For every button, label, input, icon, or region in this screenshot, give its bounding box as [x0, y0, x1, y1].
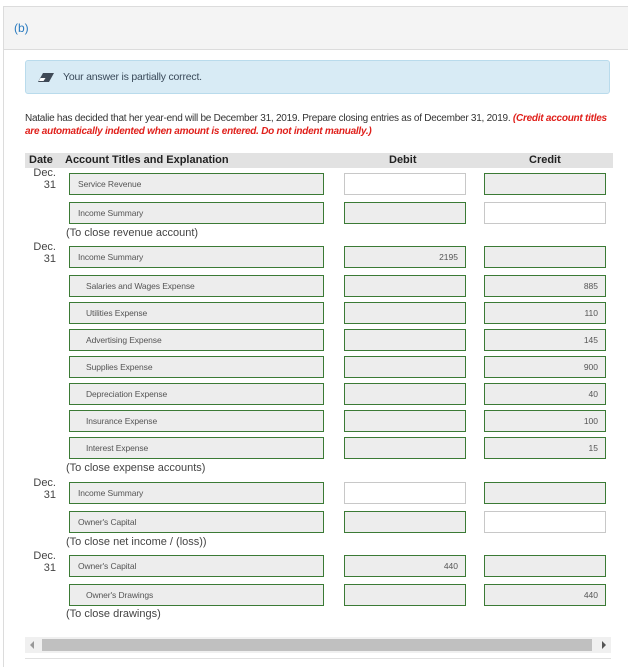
account-title-input[interactable]: Income Summary	[69, 246, 324, 268]
credit-input[interactable]	[484, 202, 606, 224]
scroll-right-arrow-icon[interactable]	[602, 641, 606, 649]
entry-date	[24, 550, 56, 574]
credit-input[interactable]: 15	[484, 437, 606, 459]
account-title-input[interactable]: Owner's Capital	[69, 511, 324, 533]
account-title-input[interactable]: Income Summary	[69, 482, 324, 504]
credit-input[interactable]	[484, 482, 606, 504]
account-title-input[interactable]: Insurance Expense	[69, 410, 324, 432]
date-day: 31	[43, 179, 56, 191]
entry-explanation: (To close revenue account)	[66, 227, 199, 239]
account-title-input[interactable]: Owner's Capital	[69, 555, 324, 577]
debit-input[interactable]: 440	[344, 555, 466, 577]
debit-input[interactable]	[344, 302, 466, 324]
date-day: 31	[43, 489, 56, 501]
instructions	[25, 112, 610, 138]
credit-input[interactable]	[484, 511, 606, 533]
account-title-input[interactable]: Supplies Expense	[69, 356, 324, 378]
account-title-input[interactable]: Advertising Expense	[69, 329, 324, 351]
account-title-input[interactable]: Owner's Drawings	[69, 584, 324, 606]
divider	[25, 658, 611, 659]
instructions-text: Natalie has decided that her year-end will be December 31, 2019. Prepare closing entries as of December 31, 2019.	[25, 113, 513, 124]
entry-explanation: (To close net income / (loss))	[66, 536, 207, 548]
debit-input[interactable]	[344, 356, 466, 378]
credit-input[interactable]: 100	[484, 410, 606, 432]
account-title-input[interactable]: Utilities Expense	[69, 302, 324, 324]
table-header	[25, 153, 613, 168]
entry-date	[24, 477, 56, 501]
credit-input[interactable]	[484, 246, 606, 268]
date-day: 31	[43, 253, 56, 265]
debit-input[interactable]	[344, 173, 466, 195]
credit-input[interactable]: 145	[484, 329, 606, 351]
alert-message: Your answer is partially correct.	[63, 71, 202, 83]
debit-input[interactable]	[344, 329, 466, 351]
instructions-note: (Credit account titles are automatically indented when amount is entered. Do not indent manually.)	[25, 113, 607, 137]
scrollbar-thumb[interactable]	[42, 639, 592, 651]
part-label: (b)	[14, 21, 29, 35]
header-account: Account Titles and Explanation	[65, 154, 229, 166]
date-month: Dec.	[33, 167, 56, 179]
date-day: 31	[43, 562, 56, 574]
credit-input[interactable]: 110	[484, 302, 606, 324]
debit-input[interactable]	[344, 275, 466, 297]
credit-input[interactable]	[484, 555, 606, 577]
debit-input[interactable]	[344, 410, 466, 432]
debit-input[interactable]	[344, 511, 466, 533]
debit-input[interactable]	[344, 482, 466, 504]
date-month: Dec.	[33, 550, 56, 562]
scroll-left-arrow-icon[interactable]	[30, 641, 34, 649]
account-title-input[interactable]: Salaries and Wages Expense	[69, 275, 324, 297]
debit-input[interactable]	[344, 584, 466, 606]
horizontal-scrollbar[interactable]	[25, 637, 611, 653]
debit-input[interactable]	[344, 437, 466, 459]
date-month: Dec.	[33, 477, 56, 489]
debit-input[interactable]: 2195	[344, 246, 466, 268]
credit-input[interactable]	[484, 173, 606, 195]
credit-input[interactable]: 40	[484, 383, 606, 405]
credit-input[interactable]: 440	[484, 584, 606, 606]
entry-date	[24, 167, 56, 191]
header-debit: Debit	[389, 154, 417, 166]
entry-date	[24, 241, 56, 265]
entry-explanation: (To close drawings)	[66, 608, 161, 620]
partial-correct-alert	[25, 60, 610, 94]
debit-input[interactable]	[344, 202, 466, 224]
account-title-input[interactable]: Depreciation Expense	[69, 383, 324, 405]
credit-input[interactable]: 900	[484, 356, 606, 378]
account-title-input[interactable]: Interest Expense	[69, 437, 324, 459]
header-credit: Credit	[529, 154, 561, 166]
date-month: Dec.	[33, 241, 56, 253]
debit-input[interactable]	[344, 383, 466, 405]
entry-explanation: (To close expense accounts)	[66, 462, 206, 474]
credit-input[interactable]: 885	[484, 275, 606, 297]
eraser-icon	[38, 73, 54, 82]
panel-header	[4, 7, 628, 50]
question-panel	[3, 6, 628, 667]
account-title-input[interactable]: Service Revenue	[69, 173, 324, 195]
account-title-input[interactable]: Income Summary	[69, 202, 324, 224]
header-date: Date	[29, 154, 53, 166]
